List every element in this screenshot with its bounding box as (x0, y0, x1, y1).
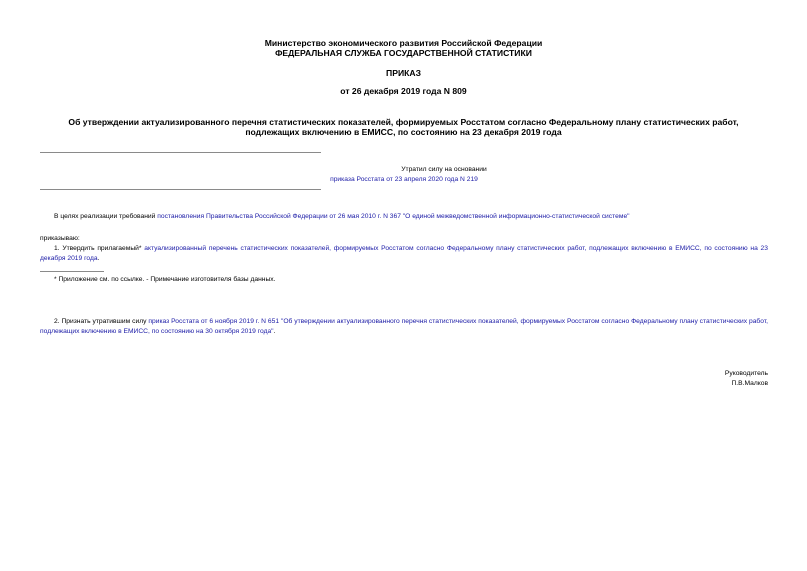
repeal-order-link[interactable]: приказа Росстата от 23 апреля 2020 года N 219 (330, 176, 478, 183)
service-name: ФЕДЕРАЛЬНАЯ СЛУЖБА ГОСУДАРСТВЕННОЙ СТАТИСТИКИ (275, 48, 532, 58)
footnote-text: * Приложение см. по ссылке. - Примечание изготовителя базы данных. (54, 276, 276, 283)
ministry-name: Министерство экономического развития Российской Федерации (264, 38, 543, 48)
preamble: В целях реализации требований постановления Правительства Российской Федерации от 26 мая 2010 г. N 367 "О единой межведомственной информационно-статистической системе" (54, 213, 630, 220)
indicator-list-link[interactable]: актуализированный перечень статистических показателей, формируемых Росстатом согласно Федеральному плану статистических работ, подлежащих включению в ЕМИСС, по состоянию на 23 декабря 2019 года (40, 245, 768, 262)
footnote-rule (40, 271, 104, 272)
item-2: 2. Признать утратившим силу приказ Росстата от 6 ноября 2019 г. N 651 "Об утверждении актуализированного перечня статистических показателей, формируемых Росстатом согласно Федеральному плану статистических работ, подлежащих включению в ЕМИСС, по состоянию на 30 октября 2019 года". (40, 318, 768, 335)
document-title-line-2: подлежащих включению в ЕМИСС, по состоянию на 23 декабря 2019 года (245, 127, 562, 137)
document-type: ПРИКАЗ (386, 68, 421, 78)
order-word: приказываю: (40, 235, 80, 242)
status-rule-top (40, 152, 321, 153)
repealed-order-link[interactable]: приказ Росстата от 6 ноября 2019 г. N 651 "Об утверждении актуализированного перечня статистических показателей, формируемых Росстатом согласно Федеральному плану статистических работ, подлежащих включению в ЕМИСС, по состоянию на 30 октября 2019 года" (40, 318, 768, 335)
item-1: 1. Утвердить прилагаемый* актуализированный перечень статистических показателей, формируемых Росстатом согласно Федеральному плану статистических работ, подлежащих включению в ЕМИСС, по состоянию на 23 декабря 2019 года. (40, 245, 768, 262)
status-note-text: Утратил силу на основании (401, 166, 487, 173)
signature-name: П.В.Малков (731, 380, 768, 387)
status-rule-bottom (40, 189, 321, 190)
signature-position: Руководитель (724, 370, 768, 377)
government-decree-link[interactable]: постановления Правительства Российской Федерации от 26 мая 2010 г. N 367 "О единой межведомственной информационно-статистической системе" (157, 213, 630, 220)
document-title-line-1: Об утверждении актуализированного перечня статистических показателей, формируемых Росстатом согласно Федеральному плану статистических работ, (68, 117, 739, 127)
document-date-number: от 26 декабря 2019 года N 809 (340, 86, 467, 96)
